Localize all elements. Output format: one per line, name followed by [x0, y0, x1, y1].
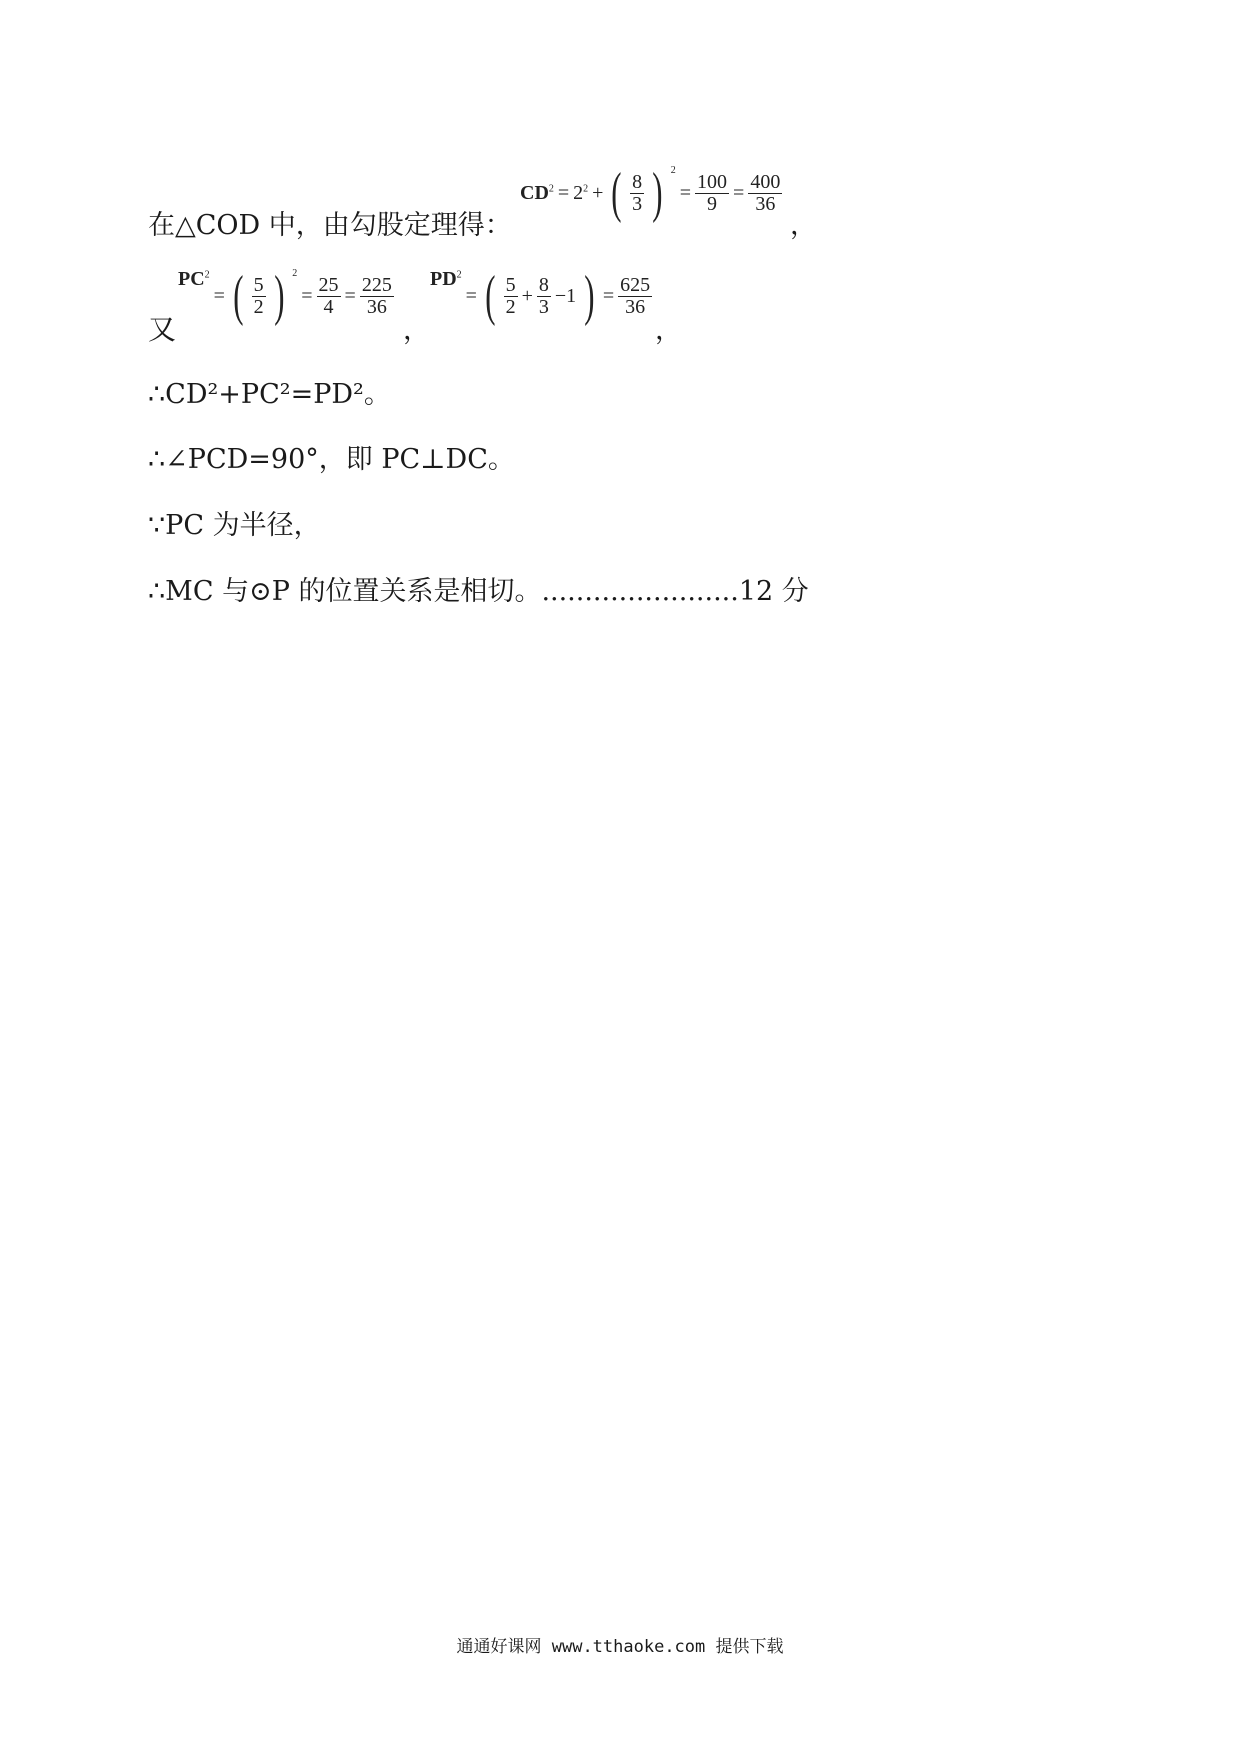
eq2-left-paren: (	[233, 265, 244, 327]
line-2-tail: ，	[655, 315, 682, 346]
line-1-tail: ，	[790, 210, 817, 241]
line-2-text: 又	[148, 313, 177, 346]
eq1-result-1: $\frac{100}{9}$	[697, 170, 728, 215]
eq2-right-paren: )	[273, 265, 285, 327]
line-6: ∴MC 与⊙P 的位置关系是相切。.......................12 分	[148, 576, 809, 607]
line-5: ∵PC 为半径，	[148, 510, 321, 541]
eq3-equals: =	[465, 284, 477, 307]
eq2-result-2: $\frac{225}{36}$	[361, 273, 392, 318]
line-1-text: 在△COD 中，由勾股定理得：	[148, 210, 512, 241]
eq2-frac: $\frac{5}{2}$	[253, 273, 264, 318]
eq1-result-2: $\frac{400}{36}$	[750, 170, 781, 215]
eq1-plus: +	[592, 181, 604, 204]
eq3-minus-one: −1	[554, 284, 577, 307]
eq2-result-1: $\frac{25}{4}$	[318, 273, 339, 318]
eq1-term1: $2^2$	[573, 181, 589, 204]
eq1-frac-exp: 2	[670, 165, 676, 176]
eq2-equals-3: =	[344, 284, 356, 307]
eq1-equals-2: =	[679, 181, 692, 204]
eq3-plus: +	[521, 284, 533, 307]
eq1-equals-3: =	[733, 181, 745, 204]
page-footer: 通通好课网 www.tthaoke.com 提供下载	[456, 1637, 784, 1657]
eq2-equals: =	[213, 284, 225, 307]
eq3-result: $\frac{625}{36}$	[620, 273, 651, 318]
equation-pd-squared	[430, 265, 652, 327]
equation-cd-squared	[520, 162, 782, 224]
eq3-right-paren: )	[584, 265, 595, 327]
eq1-frac: $\frac{8}{3}$	[632, 170, 643, 215]
line-4: ∴∠PCD=90°，即 PC⊥DC。	[148, 444, 515, 475]
eq1-equals: =	[557, 181, 570, 204]
line-3: ∴CD²+PC²=PD²。	[148, 379, 391, 410]
eq1-left-paren: (	[611, 162, 622, 224]
eq2-lhs: $PC^2$	[178, 268, 210, 290]
line-2-mid: ，	[403, 315, 430, 346]
eq3-frac-a: $\frac{5}{2}$	[505, 273, 516, 318]
eq2-equals-2: =	[301, 284, 313, 307]
eq3-lhs: $PD^2$	[430, 268, 462, 290]
eq3-frac-b: $\frac{8}{3}$	[538, 273, 549, 318]
eq1-right-paren: )	[652, 162, 663, 224]
equation-pc-squared	[178, 265, 394, 327]
eq3-equals-2: =	[602, 284, 615, 307]
eq1-lhs: $CD^2$	[520, 181, 554, 204]
eq3-left-paren: (	[485, 265, 496, 327]
eq2-frac-exp: 2	[292, 268, 298, 279]
